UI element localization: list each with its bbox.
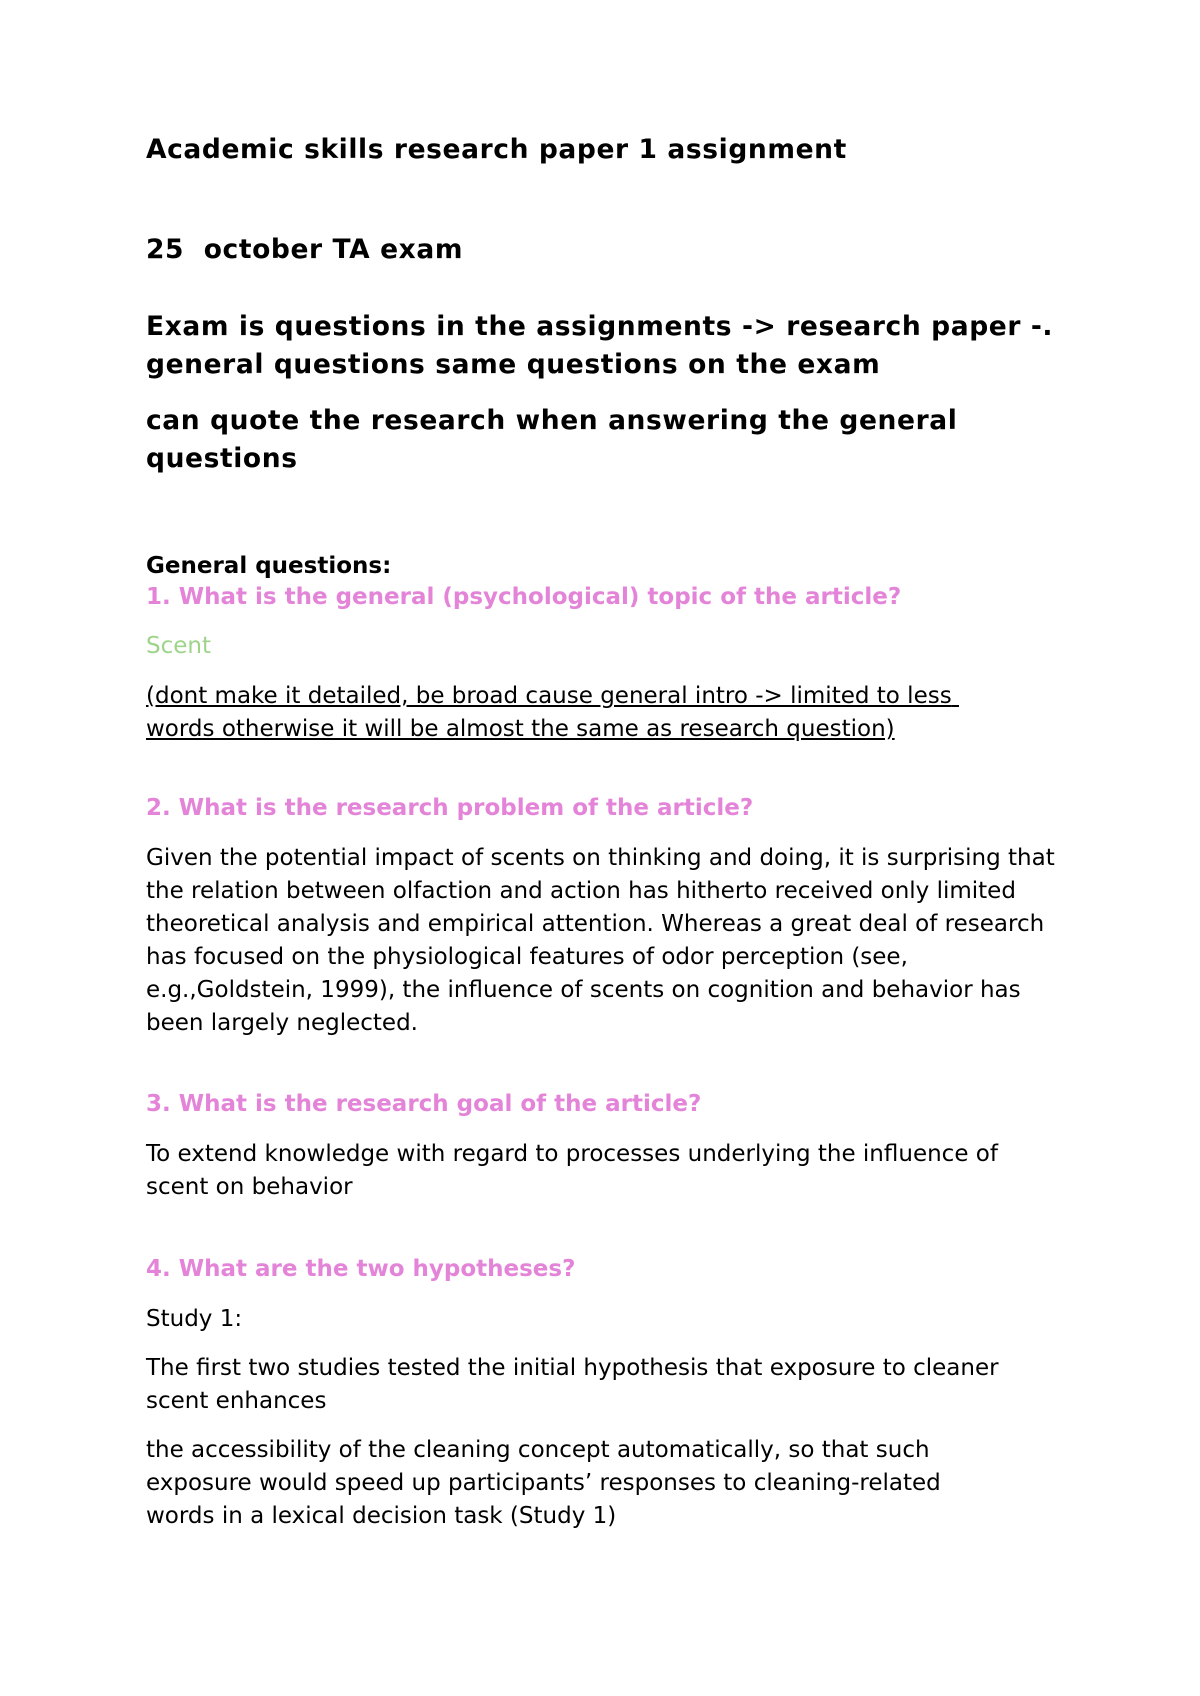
question-1: 1. What is the general (psychological) topic of the article? [146,584,902,610]
quote-note: can quote the research when answering the general questions [146,405,968,474]
answer-3: To extend knowledge with regard to processes underlying the influence of scent on behavior [146,1141,1006,1200]
exam-date-line: 25 october TA exam [146,234,464,265]
question-4: 4. What are the two hypotheses? [146,1256,576,1282]
question-3: 3. What is the research goal of the article? [146,1091,702,1117]
hypothesis-1-part-1: The first two studies tested the initial hypothesis that exposure to cleaner scent enhances [146,1355,1006,1414]
document-page [146,0,1066,1696]
document-title: Academic skills research paper 1 assignment [146,134,847,165]
answer-2: Given the potential impact of scents on thinking and doing, it is surprising that the relation between olfaction and action has hitherto received only limited theoretical analysis and empirical attention. Whereas a great deal of research has focused on the physiological features of odor perception (see, e.g.,Goldstein, 1999), the influence of scents on cognition and behavior has been largely neglected. [146,845,1063,1036]
exam-note: Exam is questions in the assignments -> research paper -. general questions same questions on the exam [146,311,1063,380]
study-1-label: Study 1: [146,1306,243,1332]
general-questions-heading: General questions: [146,553,392,579]
answer-1: Scent [146,633,211,659]
question-2: 2. What is the research problem of the article? [146,795,754,821]
hypothesis-1-part-2: the accessibility of the cleaning concept automatically, so that such exposure would speed up participants’ responses to cleaning-related words in a lexical decision task (Study 1) [146,1437,949,1529]
answer-1-note: (dont make it detailed, be broad cause general intro -> limited to less words otherwise it will be almost the same as research question) [146,683,959,742]
